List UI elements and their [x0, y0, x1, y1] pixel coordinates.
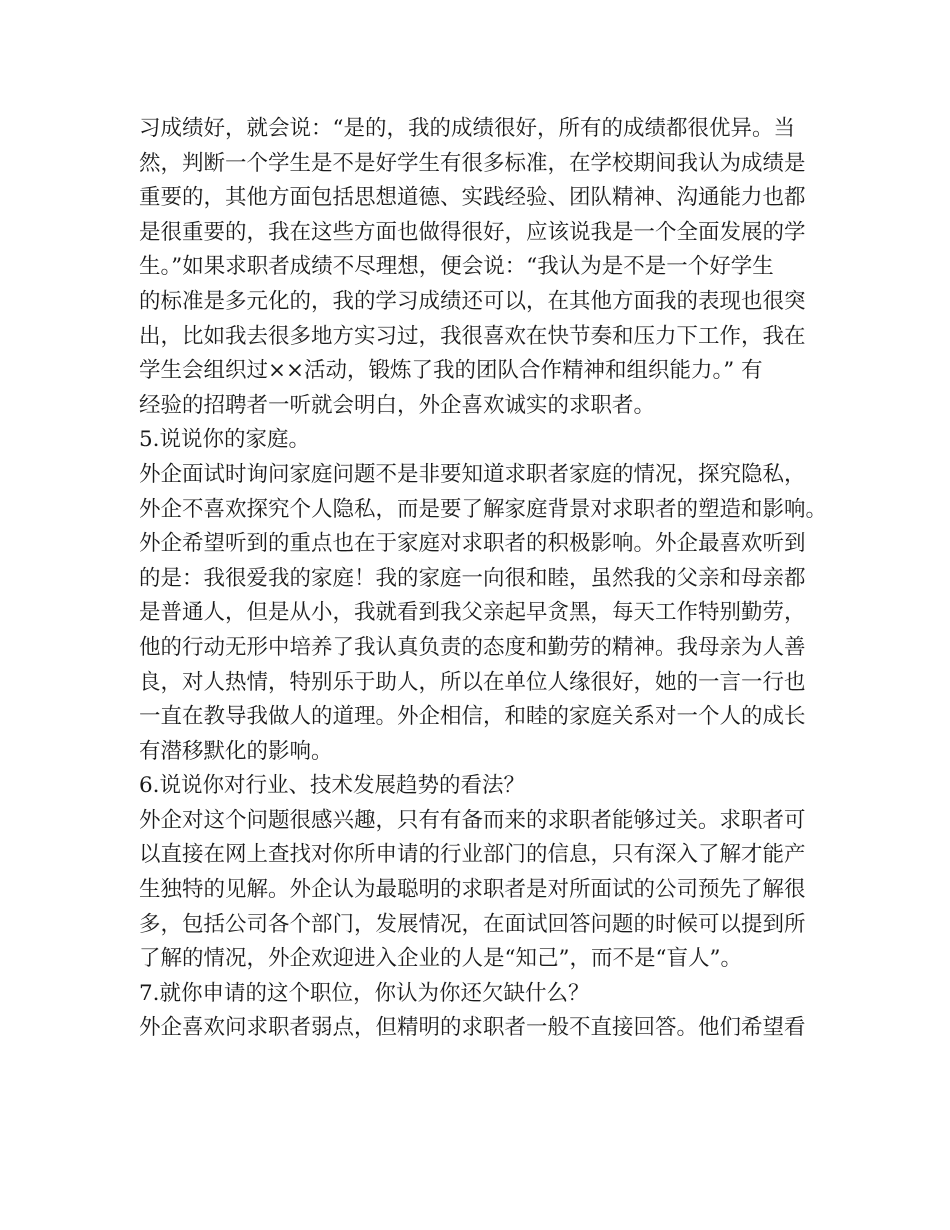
text-line: 有潜移默化的影响。 — [139, 738, 333, 764]
text-line: 习成绩好，就会说：“是的，我的成绩很好，所有的成绩都很优异。当 — [139, 116, 795, 141]
text-line: 外企希望听到的重点也在于家庭对求职者的积极影响。外企最喜欢听到 — [139, 531, 806, 557]
text-line: 一直在教导我做人的道理。外企相信，和睦的家庭关系对一个人的成长 — [139, 704, 806, 730]
text-line: 他的行动无形中培养了我认真负责的态度和勤劳的精神。我母亲为人善 — [139, 634, 806, 660]
text-line: 是普通人，但是从小，我就看到我父亲起早贪黑，每天工作特别勤劳， — [139, 600, 806, 626]
text-line: 出，比如我去很多地方实习过，我很喜欢在快节奏和压力下工作，我在 — [139, 323, 806, 349]
text-line: 的标准是多元化的，我的学习成绩还可以，在其他方面我的表现也很突 — [139, 288, 806, 314]
text-line: 学生会组织过××活动，锻炼了我的团队合作精神和组织能力。” 有 — [139, 358, 763, 384]
section-heading-6: 6.说说你对行业、技术发展趋势的看法？ — [139, 773, 526, 799]
text-line: 是很重要的，我在这些方面也做得很好，应该说我是一个全面发展的学 — [139, 219, 806, 245]
text-line: 外企喜欢问求职者弱点，但精明的求职者一般不直接回答。他们希望看 — [139, 1015, 806, 1041]
body-text — [139, 112, 829, 1046]
text-line: 外企对这个问题很感兴趣，只有有备而来的求职者能够过关。求职者可 — [139, 807, 806, 833]
text-line: 了解的情况，外企欢迎进入企业的人是“知己”，而不是“盲人”。 — [139, 946, 742, 972]
section-heading-5: 5.说说你的家庭。 — [139, 427, 311, 453]
text-line: 多，包括公司各个部门，发展情况，在面试回答问题的时候可以提到所 — [139, 911, 806, 937]
section-heading-7: 7.就你申请的这个职位，你认为你还欠缺什么？ — [139, 980, 590, 1006]
text-line: 以直接在网上查找对你所申请的行业部门的信息，只有深入了解才能产 — [139, 842, 806, 868]
text-line: 生。”如果求职者成绩不尽理想，便会说：“我认为是不是一个好学生 — [139, 254, 774, 280]
text-line: 重要的，其他方面包括思想道德、实践经验、团队精神、沟通能力也都 — [139, 185, 806, 211]
text-line: 外企面试时询问家庭问题不是非要知道求职者家庭的情况，探究隐私， — [139, 461, 806, 487]
text-line: 生独特的见解。外企认为最聪明的求职者是对所面试的公司预先了解很 — [139, 877, 806, 903]
text-line: 外企不喜欢探究个人隐私，而是要了解家庭背景对求职者的塑造和影响。 — [139, 496, 828, 522]
text-line: 经验的招聘者一听就会明白，外企喜欢诚实的求职者。 — [139, 392, 656, 418]
text-line: 然，判断一个学生是不是好学生有很多标准，在学校期间我认为成绩是 — [139, 150, 806, 176]
text-line: 良，对人热情，特别乐于助人，所以在单位人缘很好，她的一言一行也 — [139, 669, 806, 695]
text-line: 的是：我很爱我的家庭！我的家庭一向很和睦，虽然我的父亲和母亲都 — [139, 565, 806, 591]
